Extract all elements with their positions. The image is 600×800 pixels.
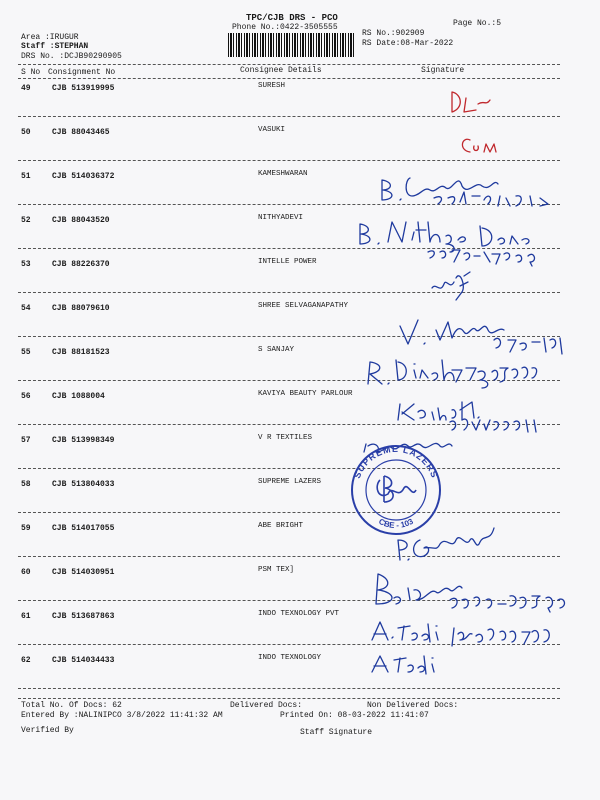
non-delivered-docs: Non Delivered Docs: <box>367 701 459 710</box>
row-consignment-no: CJB 514036372 <box>52 172 115 181</box>
column-header-consignee: Consignee Details <box>240 66 322 75</box>
column-divider <box>18 78 560 79</box>
page-number: Page No.:5 <box>453 19 502 28</box>
staff-signature-label: Staff Signature <box>300 728 373 737</box>
table-row <box>0 392 600 434</box>
row-divider <box>18 556 560 557</box>
barcode-icon <box>228 33 356 57</box>
row-consignment-no: CJB 88226370 <box>52 260 110 269</box>
row-divider <box>18 468 560 469</box>
row-consignee: NITHYADEVI <box>258 214 304 222</box>
verified-by: Verified By <box>21 726 74 735</box>
row-divider <box>18 204 560 205</box>
row-consignee: SURESH <box>258 82 286 90</box>
row-consignment-no: CJB 513687863 <box>52 612 115 621</box>
row-consignment-no: CJB 514017055 <box>52 524 115 533</box>
row-divider <box>18 424 560 425</box>
table-row <box>0 348 600 390</box>
row-consignment-no: CJB 88043520 <box>52 216 110 225</box>
row-consignee: SUPREME LAZERS <box>258 478 322 486</box>
table-row <box>0 436 600 478</box>
row-consignment-no: CJB 88079610 <box>52 304 110 313</box>
row-consignee: PSM TEX] <box>258 566 295 574</box>
row-sno: 59 <box>21 524 31 533</box>
row-consignee: INTELLE POWER <box>258 258 317 266</box>
header-divider <box>18 64 560 65</box>
row-divider <box>18 600 560 601</box>
staff-label: Staff :STEPHAN <box>21 42 89 51</box>
footer-divider <box>18 698 560 699</box>
stamp-bottom-text: CBE - 103 <box>377 516 415 531</box>
column-header-sno: S No <box>21 68 41 77</box>
row-consignment-no: CJB 514030951 <box>52 568 115 577</box>
drs-number: DRS No. :DCJB90290905 <box>21 52 122 61</box>
row-divider <box>18 248 560 249</box>
rs-number: RS No.:902909 <box>362 29 425 38</box>
column-header-consignment: Consignment No <box>48 68 116 77</box>
row-sno: 49 <box>21 84 31 93</box>
row-sno: 54 <box>21 304 31 313</box>
row-consignment-no: CJB 513804033 <box>52 480 115 489</box>
row-consignment-no: CJB 513919995 <box>52 84 115 93</box>
row-consignee: ABE BRIGHT <box>258 522 304 530</box>
area-label: Area :IRUGUR <box>21 33 79 42</box>
row-divider <box>18 160 560 161</box>
row-sno: 61 <box>21 612 31 621</box>
row-sno: 62 <box>21 656 31 665</box>
table-row <box>0 260 600 302</box>
row-sno: 50 <box>21 128 31 137</box>
row-sno: 52 <box>21 216 31 225</box>
row-consignee: V R TEXTILES <box>258 434 313 442</box>
row-sno: 56 <box>21 392 31 401</box>
stamp-top-text: SUPREME LAZERS <box>352 443 440 480</box>
row-sno: 55 <box>21 348 31 357</box>
total-docs: Total No. Of Docs: 62 <box>21 701 122 710</box>
row-divider <box>18 380 560 381</box>
table-row <box>0 304 600 346</box>
row-sno: 58 <box>21 480 31 489</box>
row-consignee: S SANJAY <box>258 346 295 354</box>
row-divider <box>18 644 560 645</box>
row-consignee: VASUKI <box>258 126 286 134</box>
row-divider <box>18 292 560 293</box>
row-consignment-no: CJB 1088004 <box>52 392 105 401</box>
row-sno: 53 <box>21 260 31 269</box>
table-row <box>0 128 600 170</box>
printed-on: Printed On: 08-03-2022 11:41:07 <box>280 711 429 720</box>
row-consignment-no: CJB 513998349 <box>52 436 115 445</box>
row-consignee: INDO TEXNOLOGY PVT <box>258 610 340 618</box>
document-title: TPC/CJB DRS - PCO <box>246 13 338 23</box>
rs-date: RS Date:08-Mar-2022 <box>362 39 454 48</box>
row-consignee: KAMESHWARAN <box>258 170 308 178</box>
table-row <box>0 612 600 654</box>
row-sno: 57 <box>21 436 31 445</box>
row-consignee: INDO TEXNOLOGY <box>258 654 322 662</box>
entered-by: Entered By :NALINIPCO 3/8/2022 11:41:32 AM <box>21 711 223 720</box>
row-consignee: KAVIYA BEAUTY PARLOUR <box>258 390 353 398</box>
row-divider <box>18 336 560 337</box>
row-sno: 60 <box>21 568 31 577</box>
table-row <box>0 216 600 258</box>
table-row <box>0 172 600 214</box>
table-row <box>0 524 600 566</box>
row-consignment-no: CJB 88043465 <box>52 128 110 137</box>
table-row <box>0 656 600 698</box>
row-divider <box>18 116 560 117</box>
row-divider <box>18 512 560 513</box>
row-sno: 51 <box>21 172 31 181</box>
row-consignment-no: CJB 514034433 <box>52 656 115 665</box>
delivered-docs: Delivered Docs: <box>230 701 303 710</box>
phone-number: Phone No.:0422-3505555 <box>232 23 338 32</box>
table-row <box>0 480 600 522</box>
table-row <box>0 568 600 610</box>
row-consignee: SHREE SELVAGANAPATHY <box>258 302 349 310</box>
row-divider <box>18 688 560 689</box>
row-consignment-no: CJB 88181523 <box>52 348 110 357</box>
column-header-signature: Signature <box>421 66 465 75</box>
table-row <box>0 84 600 126</box>
